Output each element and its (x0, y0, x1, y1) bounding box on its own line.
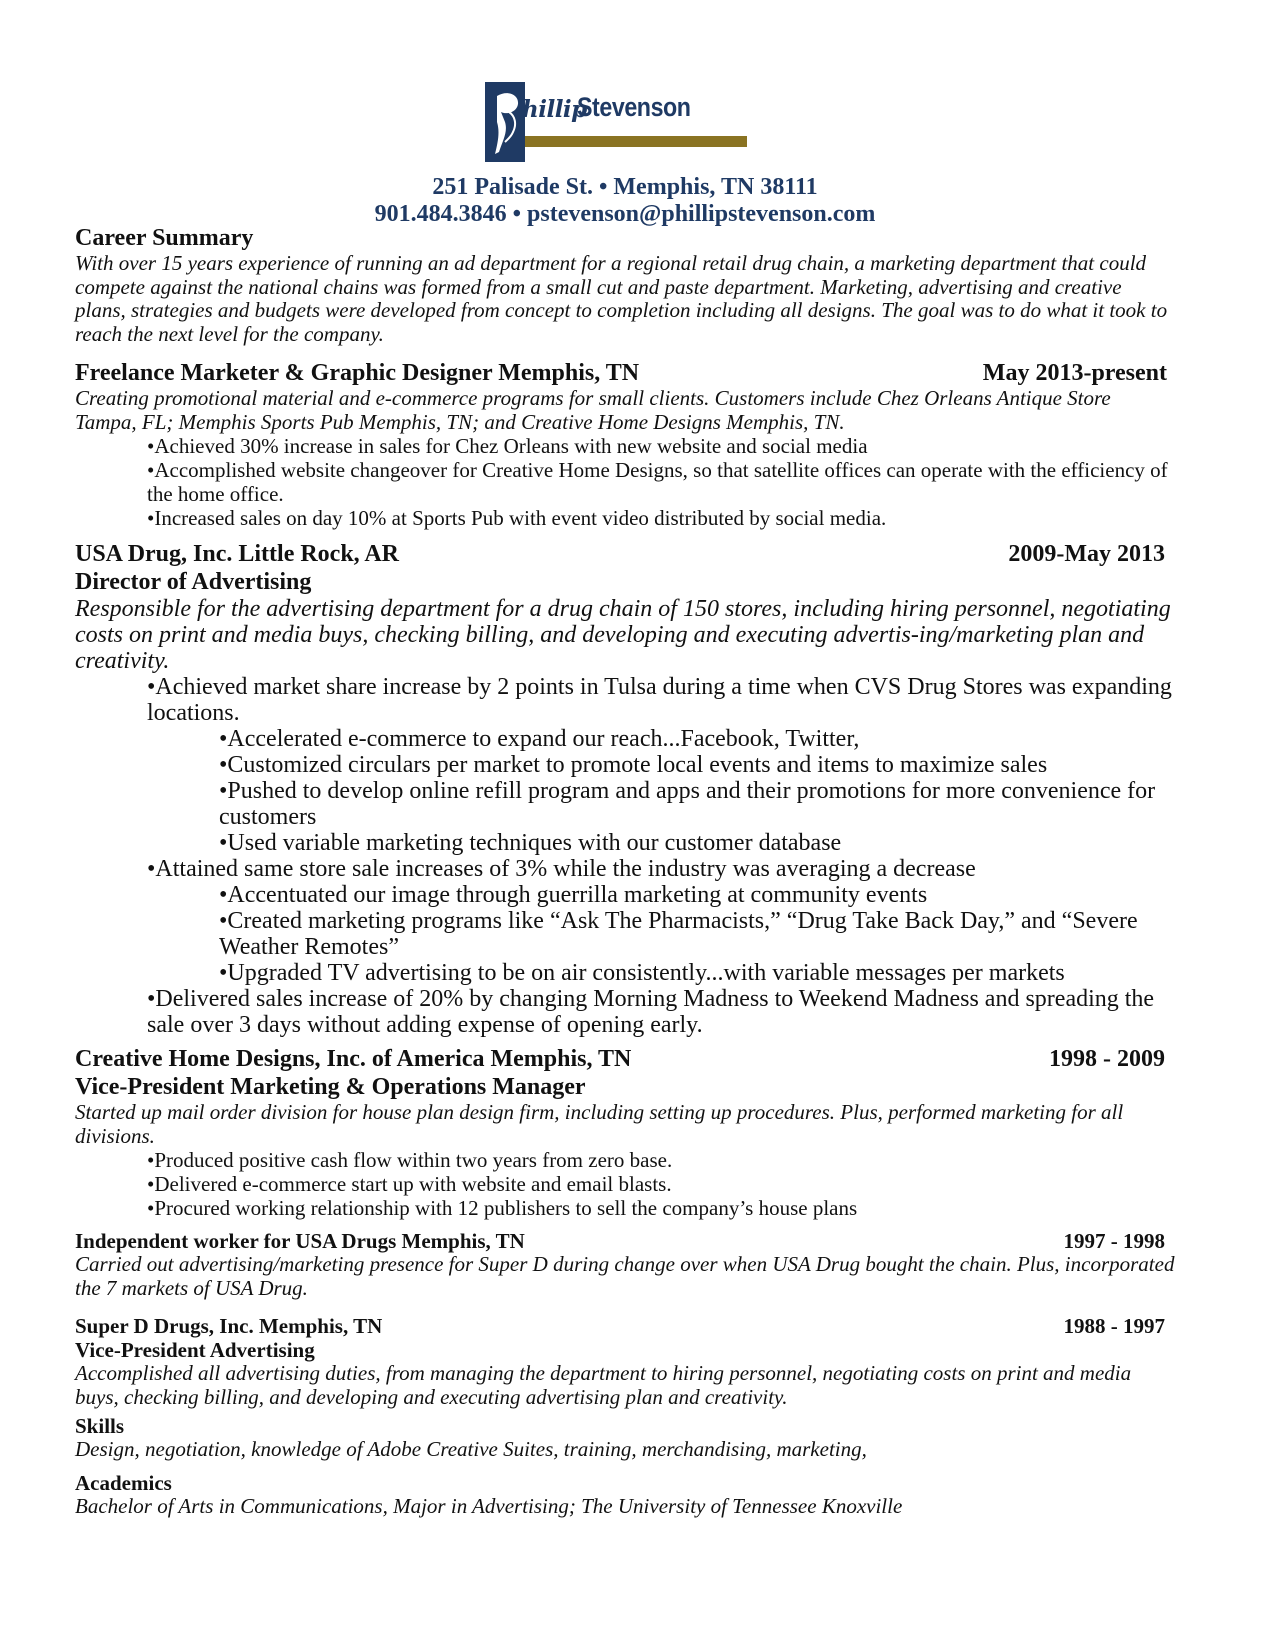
list-item: •Delivered sales increase of 20% by changing Morning Madness to Weekend Madness and spreading the sale over 3 days without adding expense of opening early. (147, 986, 1155, 1038)
list-item: •Attained same store sale increases of 3% while the industry was averaging a decrease (147, 856, 976, 882)
logo-underline-bar (525, 136, 747, 147)
logo-name-text: Stevenson (577, 92, 691, 122)
independent-heading: Independent worker for USA Drugs Memphis, TN (75, 1229, 525, 1253)
list-item: •Created marketing programs like “Ask The Pharmacists,” “Drug Take Back Day,” and “Severe Weather Remotes” (219, 908, 1138, 960)
independent-section (75, 1229, 1175, 1300)
super-d-heading: Super D Drugs, Inc. Memphis, TN (75, 1314, 383, 1338)
academics-section (75, 1471, 1175, 1519)
list-item: •Upgraded TV advertising to be on air consistently...with variable messages per markets (219, 960, 1065, 986)
career-summary-heading: Career Summary (75, 225, 254, 251)
usa-drug-heading: USA Drug, Inc. Little Rock, AR (75, 541, 400, 567)
list-item: •Pushed to develop online refill program and apps and their promotions for more convenience for customers (219, 778, 1156, 830)
creative-home-section (75, 1045, 1175, 1220)
usa-drug-sub-list-1 (75, 726, 1175, 856)
career-summary-text: With over 15 years experience of running an ad department for a regional retail drug chain, a marketing department that could compete against the national chains was formed from a small cut and paste department. Marketing, advertising and creative plans, strategies and budgets were developed from concept to completion including all designs. The goal was to do what it took to reach the next level for the company. (75, 251, 1168, 346)
list-item: •Achieved 30% increase in sales for Chez Orleans with new website and social media (147, 434, 868, 458)
academics-heading: Academics (75, 1471, 172, 1495)
list-item: •Accentuated our image through guerrilla marketing at community events (219, 882, 928, 908)
list-item: •Accelerated e-commerce to expand our reach...Facebook, Twitter, (219, 726, 860, 752)
list-item: •Customized circulars per market to promote local events and items to maximize sales (219, 752, 1048, 778)
freelance-bullet-list (75, 434, 1175, 530)
usa-drug-dates: 2009-May 2013 (1008, 541, 1165, 567)
list-item: •Delivered e-commerce start up with website and email blasts. (147, 1172, 672, 1196)
skills-section (75, 1414, 1175, 1462)
logo-mark-icon (485, 82, 525, 162)
skills-heading: Skills (75, 1414, 125, 1438)
independent-description: Carried out advertising/marketing presence for Super D during change over when USA Drug bought the chain. Plus, incorporated the 7 markets of USA Drug. (75, 1252, 1175, 1300)
freelance-section (75, 359, 1175, 530)
creative-home-heading-row (75, 1045, 1175, 1073)
creative-home-dates: 1998 - 2009 (1049, 1046, 1165, 1072)
creative-home-bullet-list (75, 1148, 1175, 1220)
list-item: •Produced positive cash flow within two years from zero base. (147, 1148, 673, 1172)
career-summary-section (75, 224, 1175, 346)
skills-text: Design, negotiation, knowledge of Adobe Creative Suites, training, merchandising, marketing, (75, 1437, 867, 1461)
creative-home-heading: Creative Home Designs, Inc. of America Memphis, TN (75, 1046, 632, 1072)
list-item: •Accomplished website changeover for Creative Home Designs, so that satellite offices can operate with the efficiency of the home office. (147, 458, 1168, 506)
usa-drug-heading-row (75, 540, 1175, 568)
usa-drug-description: Responsible for the advertising department for a drug chain of 150 stores, including hiring personnel, negotiating costs on print and media buys, checking billing, and developing and executing advertis-ing/marketing plan and creativity. (75, 596, 1171, 674)
super-d-description: Accomplished all advertising duties, from managing the department to hiring personnel, negotiating costs on print and media buys, checking billing, and developing and executing advertising plan and creativity. (75, 1361, 1132, 1409)
list-item: •Used variable marketing techniques with our customer database (219, 830, 842, 856)
freelance-heading-row (75, 359, 1175, 387)
usa-drug-section (75, 540, 1175, 1038)
usa-drug-sub-list-2 (75, 882, 1175, 986)
logo-script-text: hillip (522, 96, 587, 123)
super-d-heading-row (75, 1314, 1175, 1338)
independent-heading-row (75, 1229, 1175, 1253)
contact-address: 251 Palisade St. • Memphis, TN 38111 (432, 174, 818, 200)
list-item: •Increased sales on day 10% at Sports Pub with event video distributed by social media. (147, 506, 887, 530)
freelance-dates: May 2013-present (982, 360, 1167, 386)
freelance-description: Creating promotional material and e-commerce programs for small clients. Customers include Chez Orleans Antique Store Tampa, FL; Memphis Sports Pub Memphis, TN; and Creative Home Designs Memphis, TN. (75, 386, 1111, 434)
contact-phone-email: 901.484.3846 • pstevenson@phillipstevenson.com (374, 201, 876, 227)
usa-drug-title: Director of Advertising (75, 569, 312, 595)
creative-home-description: Started up mail order division for house plan design firm, including setting up procedures. Plus, performed marketing for all divisions. (75, 1100, 1124, 1148)
list-item: •Achieved market share increase by 2 points in Tulsa during a time when CVS Drug Stores was expanding locations. (147, 674, 1172, 726)
freelance-heading: Freelance Marketer & Graphic Designer Memphis, TN (75, 360, 640, 386)
super-d-dates: 1988 - 1997 (1063, 1314, 1165, 1338)
super-d-section (75, 1314, 1175, 1409)
academics-text: Bachelor of Arts in Communications, Major in Advertising; The University of Tennessee Knoxville (75, 1494, 903, 1518)
list-item: •Procured working relationship with 12 publishers to sell the company’s house plans (147, 1196, 858, 1220)
super-d-title: Vice-President Advertising (75, 1338, 315, 1362)
creative-home-title: Vice-President Marketing & Operations Manager (75, 1074, 586, 1100)
logo (485, 82, 747, 162)
independent-dates: 1997 - 1998 (1063, 1229, 1165, 1253)
